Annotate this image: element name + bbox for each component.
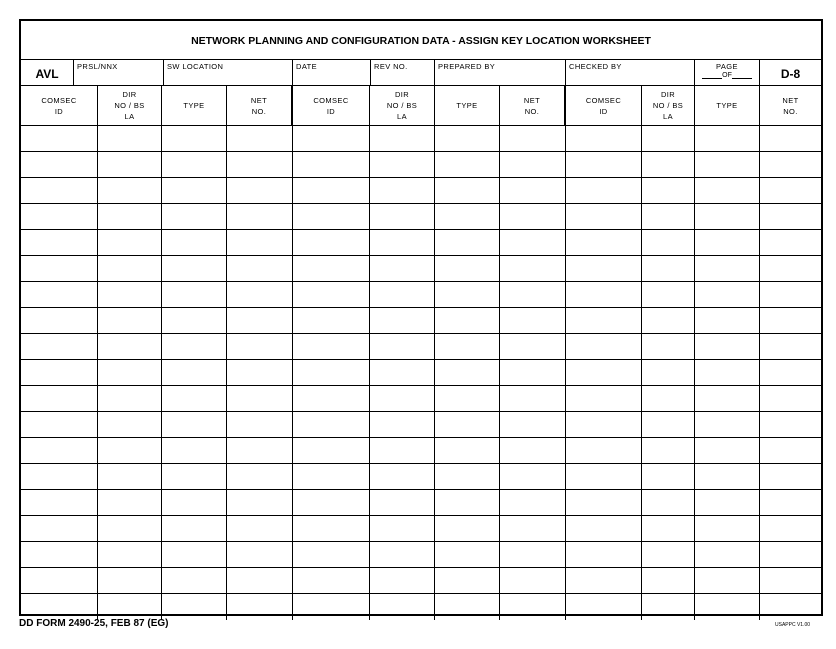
avl-label: AVL — [35, 67, 59, 81]
entry-cell[interactable] — [227, 594, 293, 620]
entry-cell[interactable] — [642, 126, 695, 152]
entry-cell[interactable] — [760, 438, 821, 464]
entry-cell[interactable] — [500, 308, 566, 334]
entry-cell[interactable] — [435, 464, 500, 490]
entry-cell[interactable] — [293, 464, 370, 490]
entry-cell[interactable] — [21, 360, 98, 386]
column-header: NET NO. — [500, 86, 566, 126]
entry-cell[interactable] — [695, 516, 760, 542]
entry-cell[interactable] — [695, 204, 760, 230]
entry-cell[interactable] — [566, 152, 642, 178]
entry-cell[interactable] — [435, 360, 500, 386]
entry-cell[interactable] — [162, 256, 227, 282]
entry-cell[interactable] — [98, 282, 162, 308]
entry-cell[interactable] — [98, 126, 162, 152]
entry-cell[interactable] — [695, 308, 760, 334]
entry-cell[interactable] — [370, 256, 435, 282]
entry-cell[interactable] — [500, 490, 566, 516]
entry-cell[interactable] — [21, 230, 98, 256]
checked-by-field[interactable] — [566, 60, 695, 86]
entry-cell[interactable] — [760, 256, 821, 282]
entry-cell[interactable] — [695, 412, 760, 438]
entry-cell[interactable] — [293, 360, 370, 386]
entry-cell[interactable] — [227, 152, 293, 178]
entry-cell[interactable] — [435, 334, 500, 360]
entry-cell[interactable] — [293, 230, 370, 256]
page-of-line — [695, 72, 759, 79]
entry-cell[interactable] — [642, 204, 695, 230]
entry-cell[interactable] — [695, 594, 760, 620]
entry-cell[interactable] — [642, 360, 695, 386]
entry-cell[interactable] — [435, 230, 500, 256]
entry-cell[interactable] — [98, 490, 162, 516]
entry-cell[interactable] — [695, 178, 760, 204]
entry-cell[interactable] — [695, 542, 760, 568]
entry-cell[interactable] — [21, 516, 98, 542]
column-header: COMSEC ID — [293, 86, 370, 126]
sw-location-field[interactable] — [164, 60, 293, 86]
date-field[interactable] — [293, 60, 371, 86]
entry-cell[interactable] — [162, 360, 227, 386]
entry-cell[interactable] — [435, 542, 500, 568]
entry-cell[interactable] — [293, 152, 370, 178]
entry-cell[interactable] — [370, 568, 435, 594]
entry-cell[interactable] — [293, 282, 370, 308]
entry-cell[interactable] — [500, 152, 566, 178]
entry-cell[interactable] — [370, 464, 435, 490]
entry-cell[interactable] — [760, 308, 821, 334]
entry-cell[interactable] — [566, 178, 642, 204]
entry-cell[interactable] — [227, 204, 293, 230]
entry-cell[interactable] — [760, 594, 821, 620]
entry-cell[interactable] — [293, 516, 370, 542]
entry-cell[interactable] — [98, 308, 162, 334]
entry-cell[interactable] — [642, 386, 695, 412]
entry-cell[interactable] — [500, 204, 566, 230]
entry-cell[interactable] — [435, 568, 500, 594]
entry-cell[interactable] — [162, 516, 227, 542]
entry-cell[interactable] — [695, 464, 760, 490]
entry-cell[interactable] — [293, 568, 370, 594]
entry-cell[interactable] — [642, 230, 695, 256]
entry-cell[interactable] — [435, 152, 500, 178]
entry-cell[interactable] — [435, 516, 500, 542]
entry-cell[interactable] — [500, 282, 566, 308]
entry-cell[interactable] — [21, 386, 98, 412]
page-label: PAGE — [716, 62, 738, 71]
entry-cell[interactable] — [566, 516, 642, 542]
entry-cell[interactable] — [293, 256, 370, 282]
entry-cell[interactable] — [293, 126, 370, 152]
entry-cell[interactable] — [370, 126, 435, 152]
entry-cell[interactable] — [566, 594, 642, 620]
entry-cell[interactable] — [760, 152, 821, 178]
entry-cell[interactable] — [162, 542, 227, 568]
entry-cell[interactable] — [435, 412, 500, 438]
entry-cell[interactable] — [642, 568, 695, 594]
entry-cell[interactable] — [21, 308, 98, 334]
entry-cell[interactable] — [500, 438, 566, 464]
entry-cell[interactable] — [293, 386, 370, 412]
prsl-nnx-field[interactable] — [74, 60, 164, 86]
entry-cell[interactable] — [293, 178, 370, 204]
entry-cell[interactable] — [642, 516, 695, 542]
entry-cell[interactable] — [642, 178, 695, 204]
entry-cell[interactable] — [370, 360, 435, 386]
date-label: DATE — [296, 62, 318, 71]
page-field[interactable] — [695, 60, 760, 86]
entry-cell[interactable] — [642, 594, 695, 620]
entry-cell[interactable] — [695, 126, 760, 152]
prepared-by-label: PREPARED BY — [438, 62, 496, 71]
entry-cell[interactable] — [760, 360, 821, 386]
rev-no-label: REV NO. — [374, 62, 408, 71]
entry-cell[interactable] — [293, 542, 370, 568]
entry-cell[interactable] — [162, 386, 227, 412]
entry-cell[interactable] — [98, 360, 162, 386]
entry-cell[interactable] — [435, 594, 500, 620]
entry-cell[interactable] — [642, 256, 695, 282]
entry-cell[interactable] — [21, 256, 98, 282]
entry-cell[interactable] — [566, 412, 642, 438]
entry-cell[interactable] — [370, 334, 435, 360]
entry-cell[interactable] — [98, 516, 162, 542]
entry-cell[interactable] — [642, 308, 695, 334]
column-header: DIR NO / BS LA — [370, 86, 435, 126]
entry-cell[interactable] — [370, 230, 435, 256]
entry-cell[interactable] — [227, 386, 293, 412]
entry-cell[interactable] — [695, 568, 760, 594]
entry-cell[interactable] — [695, 152, 760, 178]
entry-cell[interactable] — [566, 308, 642, 334]
entry-cell[interactable] — [227, 490, 293, 516]
entry-cell[interactable] — [293, 334, 370, 360]
entry-cell[interactable] — [98, 594, 162, 620]
entry-cell[interactable] — [162, 594, 227, 620]
entry-cell[interactable] — [370, 204, 435, 230]
entry-cell[interactable] — [500, 516, 566, 542]
form-code-cell — [760, 60, 821, 86]
form-version: USAPPC V1.00 — [775, 622, 811, 628]
column-header: TYPE — [695, 86, 760, 126]
entry-cell[interactable] — [227, 256, 293, 282]
entry-cell[interactable] — [162, 152, 227, 178]
entry-cell[interactable] — [21, 334, 98, 360]
entry-cell[interactable] — [695, 386, 760, 412]
entry-cell[interactable] — [566, 230, 642, 256]
entry-cell[interactable] — [293, 204, 370, 230]
column-header: DIR NO / BS LA — [98, 86, 162, 126]
column-header: NET NO. — [227, 86, 293, 126]
entry-cell[interactable] — [435, 204, 500, 230]
column-header: DIR NO / BS LA — [642, 86, 695, 126]
entry-cell[interactable] — [695, 282, 760, 308]
entry-cell[interactable] — [566, 386, 642, 412]
entry-cell[interactable] — [760, 386, 821, 412]
entry-cell[interactable] — [162, 334, 227, 360]
entry-cell[interactable] — [227, 412, 293, 438]
entry-cell[interactable] — [227, 464, 293, 490]
entry-cell[interactable] — [370, 412, 435, 438]
entry-cell[interactable] — [21, 568, 98, 594]
entry-cell[interactable] — [98, 542, 162, 568]
entry-cell[interactable] — [760, 542, 821, 568]
entry-cell[interactable] — [760, 230, 821, 256]
entry-cell[interactable] — [695, 360, 760, 386]
entry-cell[interactable] — [566, 568, 642, 594]
entry-cell[interactable] — [566, 126, 642, 152]
prsl-nnx-label: PRSL/NNX — [77, 62, 118, 71]
entry-cell[interactable] — [370, 438, 435, 464]
entry-cell[interactable] — [760, 282, 821, 308]
entry-cell[interactable] — [642, 334, 695, 360]
checked-by-label: CHECKED BY — [569, 62, 622, 71]
entry-cell[interactable] — [227, 438, 293, 464]
entry-cell[interactable] — [760, 178, 821, 204]
entry-cell[interactable] — [500, 230, 566, 256]
entry-cell[interactable] — [162, 438, 227, 464]
entry-cell[interactable] — [21, 490, 98, 516]
entry-cell[interactable] — [566, 490, 642, 516]
entry-cell[interactable] — [642, 490, 695, 516]
entry-cell[interactable] — [21, 178, 98, 204]
entry-cell[interactable] — [98, 464, 162, 490]
page-of-label: OF — [722, 72, 732, 79]
entry-cell[interactable] — [500, 542, 566, 568]
entry-cell[interactable] — [500, 464, 566, 490]
entry-cell[interactable] — [21, 152, 98, 178]
entry-cell[interactable] — [695, 230, 760, 256]
entry-cell[interactable] — [760, 490, 821, 516]
entry-cell[interactable] — [293, 594, 370, 620]
entry-cell[interactable] — [642, 464, 695, 490]
entry-cell[interactable] — [162, 282, 227, 308]
entry-cell[interactable] — [21, 464, 98, 490]
entry-cell[interactable] — [435, 308, 500, 334]
entry-cell[interactable] — [760, 516, 821, 542]
entry-cell[interactable] — [21, 204, 98, 230]
entry-cell[interactable] — [162, 464, 227, 490]
entry-cell[interactable] — [760, 412, 821, 438]
entry-cell[interactable] — [162, 308, 227, 334]
entry-cell[interactable] — [162, 126, 227, 152]
entry-cell[interactable] — [566, 542, 642, 568]
form-title: NETWORK PLANNING AND CONFIGURATION DATA - ASSIGN KEY LOCATION WORKSHEET — [21, 21, 821, 60]
entry-cell[interactable] — [21, 542, 98, 568]
entry-cell[interactable] — [227, 360, 293, 386]
entry-cell[interactable] — [435, 256, 500, 282]
entry-cell[interactable] — [227, 542, 293, 568]
entry-cell[interactable] — [760, 204, 821, 230]
entry-cell[interactable] — [370, 490, 435, 516]
entry-cell[interactable] — [370, 178, 435, 204]
entry-cell[interactable] — [566, 360, 642, 386]
entry-cell[interactable] — [642, 542, 695, 568]
entry-cell[interactable] — [435, 126, 500, 152]
entry-cell[interactable] — [642, 282, 695, 308]
column-header: COMSEC ID — [21, 86, 98, 126]
entry-cell[interactable] — [98, 568, 162, 594]
entry-cell[interactable] — [227, 230, 293, 256]
entry-cell[interactable] — [435, 490, 500, 516]
entry-cell[interactable] — [370, 594, 435, 620]
entry-cell[interactable] — [98, 438, 162, 464]
rev-no-field[interactable] — [371, 60, 435, 86]
entry-cell[interactable] — [435, 386, 500, 412]
entry-cell[interactable] — [98, 230, 162, 256]
entry-cell[interactable] — [21, 594, 98, 620]
entry-cell[interactable] — [642, 412, 695, 438]
entry-cell[interactable] — [435, 438, 500, 464]
prepared-by-field[interactable] — [435, 60, 566, 86]
entry-cell[interactable] — [370, 152, 435, 178]
entry-cell[interactable] — [162, 204, 227, 230]
entry-cell[interactable] — [760, 568, 821, 594]
column-header: TYPE — [162, 86, 227, 126]
entry-cell[interactable] — [98, 256, 162, 282]
entry-cell[interactable] — [98, 334, 162, 360]
entry-cell[interactable] — [760, 334, 821, 360]
entry-cell[interactable] — [98, 152, 162, 178]
entry-cell[interactable] — [227, 178, 293, 204]
entry-cell[interactable] — [227, 334, 293, 360]
entry-cell[interactable] — [227, 282, 293, 308]
entry-cell[interactable] — [370, 308, 435, 334]
entry-cell[interactable] — [500, 360, 566, 386]
entry-cell[interactable] — [500, 412, 566, 438]
entry-cell[interactable] — [293, 308, 370, 334]
form-code: D-8 — [780, 67, 801, 81]
entry-cell[interactable] — [500, 334, 566, 360]
entry-cell[interactable] — [21, 126, 98, 152]
column-header: NET NO. — [760, 86, 821, 126]
avl-cell — [21, 60, 74, 86]
entry-cell[interactable] — [500, 178, 566, 204]
entry-cell[interactable] — [695, 490, 760, 516]
entry-cell[interactable] — [370, 542, 435, 568]
entry-cell[interactable] — [162, 490, 227, 516]
entry-cell[interactable] — [566, 464, 642, 490]
entry-cell[interactable] — [566, 334, 642, 360]
entry-cell[interactable] — [370, 516, 435, 542]
form-id: DD FORM 2490-25, FEB 87 (EG) — [19, 618, 169, 629]
sw-location-label: SW LOCATION — [167, 62, 224, 71]
entry-cell[interactable] — [566, 256, 642, 282]
entry-cell[interactable] — [500, 568, 566, 594]
worksheet-form — [19, 19, 823, 616]
entry-cell[interactable] — [98, 204, 162, 230]
entry-cell[interactable] — [98, 412, 162, 438]
entry-cell[interactable] — [293, 438, 370, 464]
entry-cell[interactable] — [293, 412, 370, 438]
column-header: TYPE — [435, 86, 500, 126]
entry-cell[interactable] — [227, 516, 293, 542]
entry-cell[interactable] — [435, 178, 500, 204]
entry-cell[interactable] — [98, 178, 162, 204]
column-header: COMSEC ID — [566, 86, 642, 126]
entry-cell[interactable] — [760, 464, 821, 490]
entry-cell[interactable] — [227, 308, 293, 334]
entry-cell[interactable] — [695, 438, 760, 464]
entry-cell[interactable] — [642, 438, 695, 464]
entry-cell[interactable] — [162, 568, 227, 594]
entry-cell[interactable] — [695, 256, 760, 282]
entry-cell[interactable] — [500, 256, 566, 282]
entry-cell[interactable] — [370, 386, 435, 412]
entry-cell[interactable] — [566, 438, 642, 464]
entry-cell[interactable] — [21, 438, 98, 464]
entry-cell[interactable] — [162, 230, 227, 256]
entry-cell[interactable] — [227, 568, 293, 594]
entry-cell[interactable] — [162, 412, 227, 438]
entry-cell[interactable] — [500, 386, 566, 412]
entry-cell[interactable] — [21, 282, 98, 308]
entry-cell[interactable] — [293, 490, 370, 516]
entry-cell[interactable] — [162, 178, 227, 204]
entry-cell[interactable] — [642, 152, 695, 178]
entry-cell[interactable] — [227, 126, 293, 152]
entry-cell[interactable] — [566, 204, 642, 230]
entry-cell[interactable] — [21, 412, 98, 438]
entry-cell[interactable] — [500, 594, 566, 620]
entry-cell[interactable] — [370, 282, 435, 308]
entry-cell[interactable] — [566, 282, 642, 308]
entry-cell[interactable] — [760, 126, 821, 152]
entry-cell[interactable] — [500, 126, 566, 152]
entry-cell[interactable] — [435, 282, 500, 308]
entry-cell[interactable] — [695, 334, 760, 360]
entry-cell[interactable] — [98, 386, 162, 412]
